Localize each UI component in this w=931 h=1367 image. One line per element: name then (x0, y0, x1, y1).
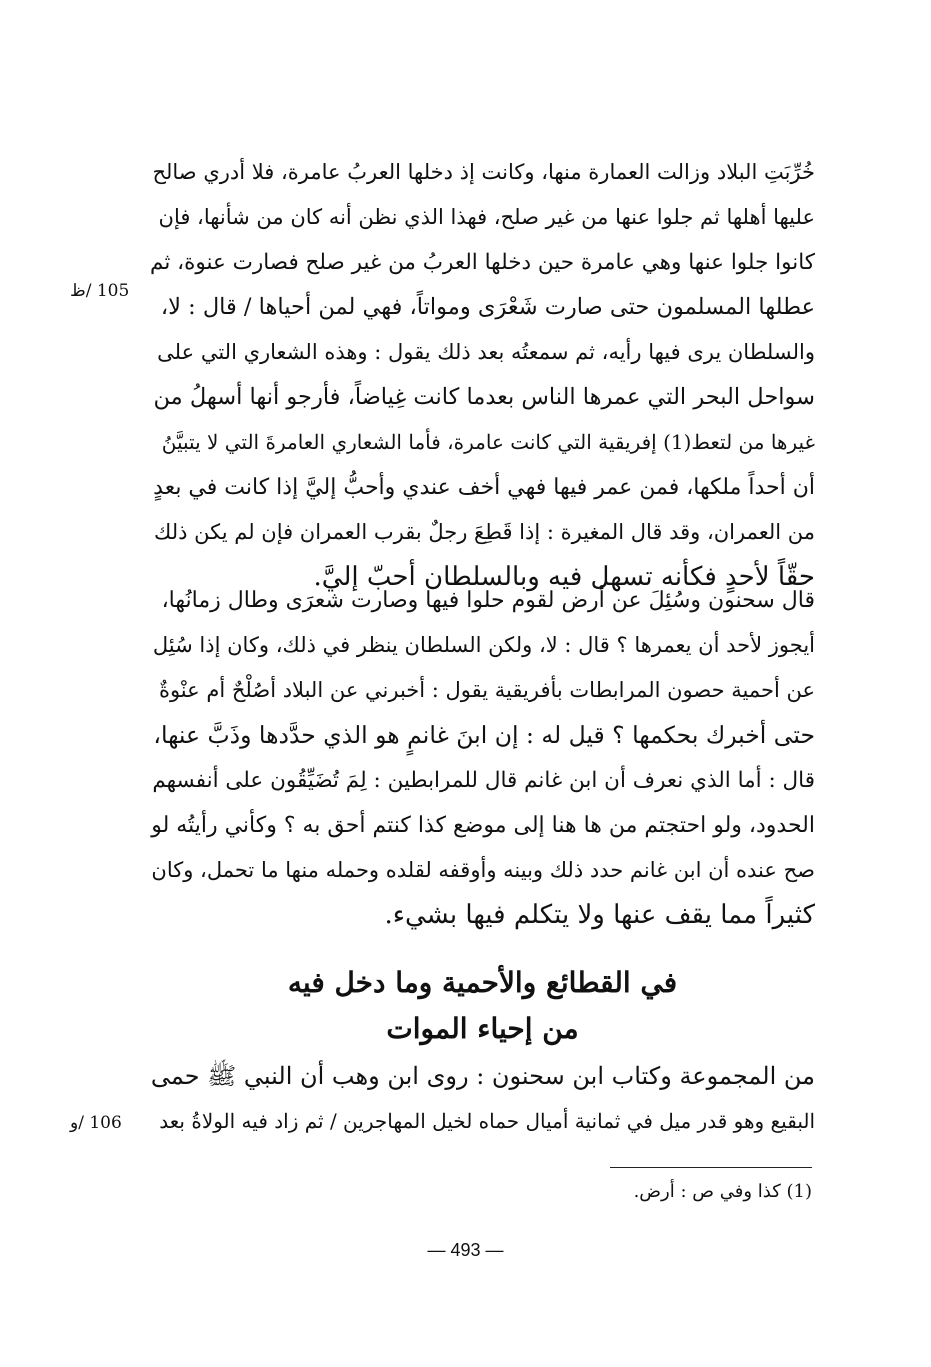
paragraph-line: الحدود، ولو احتجتم من ها هنا إلى موضع كذا كنتم أحق به ؟ وكأني رأيتُه لو (151, 813, 815, 838)
paragraph-line: من المجموعة وكتاب ابن سحنون : روى ابن وهب أن النبي ﷺ حمى (150, 1062, 815, 1090)
footnote: (1) كذا وفي ص : أرض. (633, 1181, 812, 1202)
paragraph-line: عطلها المسلمون حتى صارت شَعْرَى ومواتاً، فهي لمن أحياها / قال : لا، (160, 294, 815, 320)
paragraph-line: عن أحمية حصون المرابطات بأفريقية يقول : أخبرني عن البلاد أصُلْحٌ أم عنْوةٌ (158, 678, 815, 702)
paragraph-line: والسلطان يرى فيها رأيه، ثم سمعتُه بعد ذلك يقول : وهذه الشعاري التي على (157, 340, 815, 364)
paragraph-line: حقّاً لأحدٍ فكأنه تسهل فيه وبالسلطان أحبّ إليَّ. (313, 562, 815, 592)
section-heading-line-2: من إحياء الموات (386, 1012, 579, 1045)
section-heading (150, 960, 815, 1052)
paragraph-line: كانوا جلوا عنها وهي عامرة حين دخلها العربُ من غير صلح فصارت عنوة، ثم (150, 250, 815, 275)
paragraph-3 (150, 1054, 815, 1144)
paragraph-line: صح عنده أن ابن غانم حدد ذلك وبينه وأوقفه لقلده وحمله منها ما تحمل، وكان (151, 858, 815, 882)
folio-marker-105: 105 /ظ (70, 281, 130, 301)
paragraph-line: من العمران، وقد قال المغيرة : إذا قَطِعَ رجلٌ بقرب العمران فإن لم يكن ذلك (154, 520, 815, 544)
paragraph-line: أيجوز لأحد أن يعمرها ؟ قال : لا، ولكن السلطان ينظر في ذلك، وكان إذا سُئِل (152, 633, 815, 657)
paragraph-line: أن أحداً ملكها، فمن عمر فيها فهي أخف عندي وأحبُّ إليَّ إذا كانت في بعدٍ (153, 475, 815, 500)
paragraph-line: سواحل البحر التي عمرها الناس بعدما كانت غِياضاً، فأرجو أنها أسهلُ من (153, 384, 815, 410)
page-number: — 493 — (427, 1240, 504, 1260)
folio-marker-106: 106 /و (70, 1113, 122, 1133)
paragraph-line: حتى أخبرك بحكمها ؟ قيل له : إن ابنَ غانمٍ هو الذي حدَّدها وذَبَّ عنها، (153, 721, 815, 749)
paragraph-line: البقيع وهو قدر ميل في ثمانية أميال حماه لخيل المهاجرين / ثم زاد فيه الولاةُ بعد (159, 1109, 815, 1133)
paragraph-line: قال : أما الذي نعرف أن ابن غانم قال للمرابطين : لِمَ تُضَيِّقُون على أنفسهم (152, 768, 815, 793)
paragraph-line: خُرِّبَتِ البلاد وزالت العمارة منها، وكانت إذ دخلها العربُ عامرة، فلا أدري صالح (152, 160, 815, 184)
paragraph-1 (150, 150, 815, 600)
paragraph-2 (150, 578, 815, 938)
paragraph-line: غيرها من لتعط(1) إفريقية التي كانت عامرة، فأما الشعاري العامرةَ التي لا يتبيَّنُ (161, 430, 815, 454)
footnote-divider (610, 1167, 812, 1168)
section-heading-line-1: في القطائع والأحمية وما دخل فيه (287, 966, 678, 999)
paragraph-line: كثيراً مما يقف عنها ولا يتكلم فيها بشيء. (384, 900, 815, 930)
paragraph-line: قال سحنون وسُئِلَ عن أرض لقوم حلوا فيها وصارت شعرَى وطال زمانُها، (161, 588, 815, 613)
paragraph-line: عليها أهلها ثم جلوا عنها من غير صلح، فهذا الذي نظن أنه كان من شأنها، فإن (158, 205, 815, 229)
